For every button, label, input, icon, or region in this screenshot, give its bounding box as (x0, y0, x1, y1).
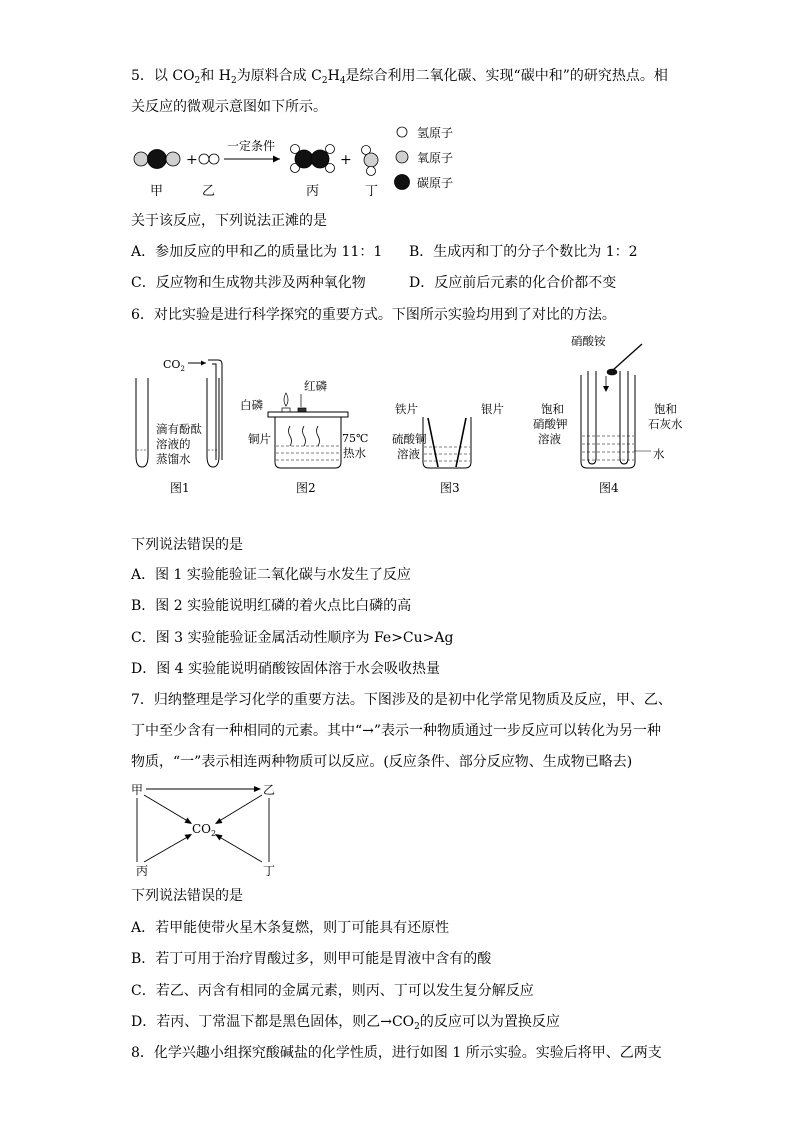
q5-reaction-diagram (130, 122, 470, 202)
label-yi: 乙 (202, 184, 216, 199)
edge-yi-co2-head (215, 818, 223, 824)
node-yi: 乙 (263, 783, 276, 797)
q5-option-d: D．反应前后元素的化合价都不变 (409, 275, 617, 291)
edge-bing-co2 (144, 835, 191, 862)
molecule-yi (199, 154, 219, 164)
edge-yi-co2 (216, 795, 262, 823)
fig1-label-3: 蒸馏水 (156, 452, 191, 466)
fig1-caption: 图1 (170, 481, 190, 495)
q6-option-b: B．图 2 实验能说明红磷的着火点比白磷的高 (131, 598, 412, 614)
fig4-water-label: 水 (653, 447, 665, 461)
molecule-jia (134, 150, 180, 169)
figure-1 (136, 358, 222, 495)
q6-option-a: A．图 1 实验能验证二氧化碳与水发生了反应 (131, 567, 411, 583)
fig1-co2-arrowhead (201, 361, 206, 366)
fig2-flame-icon (284, 393, 288, 406)
label-jia: 甲 (150, 184, 164, 199)
fig3-beaker (423, 417, 471, 468)
node-ding: 丁 (263, 864, 276, 878)
carbon-atom-icon (395, 175, 410, 190)
fig4-left-label-1: 饱和 (541, 402, 564, 416)
figure-4 (533, 334, 683, 495)
fig1-co2-label: $CO_2$ (163, 358, 185, 373)
legend-hydrogen: 氢原子 (417, 126, 454, 140)
q7-relation-diagram (128, 778, 288, 880)
oxygen-atom-icon (396, 151, 408, 163)
q7-option-c: C．若乙、丙含有相同的金属元素，则丙、丁可以发生复分解反应 (131, 983, 534, 999)
q6-option-c: C．图 3 实验能验证金属活动性顺序为 Fe>Cu>Ag (131, 630, 454, 646)
edge-bing-co2-head (185, 834, 193, 840)
legend-carbon: 碳原子 (417, 176, 454, 190)
q7-question: 下列说法错误的是 (131, 888, 243, 904)
edge-jia-yi-head (254, 786, 261, 792)
node-jia: 甲 (131, 783, 144, 797)
q5-option-b: B．生成丙和丁的分子个数比为 1：2 (409, 244, 638, 260)
fig3-iron-label: 铁片 (395, 402, 418, 416)
label-ding: 丁 (365, 184, 379, 199)
fig4-tube-left (588, 371, 596, 464)
fig1-gas-tube-inner (212, 364, 216, 460)
fig1-label-2: 溶液的 (156, 437, 191, 451)
q6-question: 下列说法错误的是 (131, 537, 243, 553)
fig4-right-label-1: 饱和 (654, 402, 677, 416)
fig4-tube-right (620, 371, 628, 464)
fig2-steam (289, 426, 320, 446)
fig1-gas-tube (208, 360, 222, 460)
reaction-arrowhead (273, 156, 280, 163)
fig1-test-tube-right (207, 378, 219, 467)
q7-stem-line1: 7．归纳整理是学习化学的重要方法。下图涉及的是初中化学常见物质及反应，甲、乙、 (131, 692, 672, 708)
fig4-ammonium-nitrate-label: 硝酸铵 (571, 334, 606, 348)
figure-2 (240, 379, 368, 495)
q5-stem-line1: 5．以 $CO_2$和 $H_2$为原料合成 $C_2H_4$是综合利用二氧化碳、实现“碳中和”的研究热点。相 (131, 68, 668, 86)
q5-option-c: C．反应物和生成物共涉及两种氧化物 (131, 275, 366, 291)
q5-stem-line2: 关反应的微观示意图如下所示。 (131, 99, 327, 115)
q7-option-b: B．若丁可用于治疗胃酸过多，则甲可能是胃液中含有的酸 (131, 951, 492, 967)
molecule-ding (362, 146, 379, 176)
edge-jia-co2 (144, 795, 191, 823)
fig3-iron-strip (428, 418, 438, 467)
q7-option-d: D．若丙、丁常温下都是黑色固体，则乙$\to CO_2$的反应可以为置换反应 (131, 1014, 560, 1032)
node-bing: 丙 (136, 864, 149, 878)
fig3-solution-label-2: 溶液 (397, 447, 420, 461)
fig2-copper-plate (268, 412, 348, 417)
fig2-red-phosphorus: 红磷 (304, 379, 327, 393)
q5-question: 关于该反应，下列说法正滩的是 (131, 213, 327, 229)
fig1-label-1: 滴有酚酞 (156, 422, 202, 436)
label-bing: 丙 (306, 184, 320, 199)
edge-ding-co2 (216, 835, 262, 862)
figure-3 (392, 402, 504, 495)
fig2-caption: 图2 (296, 481, 316, 495)
fig2-hot-water-label: 热水 (343, 446, 366, 460)
molecule-bing (291, 145, 335, 173)
fig4-left-label-3: 溶液 (538, 432, 561, 446)
legend-oxygen: 氧原子 (417, 151, 454, 165)
fig2-beaker (275, 417, 341, 468)
fig2-red-p-piece (298, 408, 306, 412)
node-co2: $CO_2$ (192, 822, 217, 838)
q6-experiment-figures (130, 330, 700, 498)
fig4-spoon-bowl (607, 369, 617, 375)
edge-jia-co2-head (185, 818, 193, 825)
fig3-solution-label-1: 硫酸铜 (392, 432, 427, 446)
fig4-drop-arrowhead (603, 386, 609, 392)
q7-stem-line3: 物质，“一”表示相连两种物质可以反应。(反应条件、部分反应物、生成物已略去) (131, 754, 633, 770)
fig4-left-label-2: 硝酸钾 (533, 417, 568, 431)
fig4-spoon-icon (613, 344, 642, 370)
fig2-temp-label: 75℃ (342, 432, 369, 445)
fig2-copper-label: 铜片 (248, 432, 271, 446)
arrow-label: 一定条件 (227, 139, 276, 153)
edge-ding-co2-head (215, 834, 223, 841)
q6-stem: 6．对比实验是进行科学探究的重要方式。下图所示实验均用到了对比的方法。 (131, 307, 616, 323)
fig2-white-phosphorus: 白磷 (240, 398, 263, 412)
hydrogen-atom-icon (397, 127, 407, 137)
fig3-silver-strip (456, 418, 466, 467)
q6-option-d: D．图 4 实验能说明硝酸铵固体溶于水会吸收热量 (131, 661, 441, 677)
plus-sign-2: + (340, 152, 352, 168)
q7-option-a: A．若甲能使带火星木条复燃，则丁可能具有还原性 (131, 920, 450, 936)
plus-sign-1: + (186, 152, 198, 168)
fig2-white-p-piece (282, 408, 290, 412)
fig1-test-tube-left (136, 378, 148, 467)
q5-option-a: A．参加反应的甲和乙的质量比为 11：1 (131, 244, 383, 260)
fig4-right-label-2: 石灰水 (648, 417, 683, 431)
fig4-caption: 图4 (599, 481, 619, 495)
diagram-legend (395, 126, 454, 190)
fig3-caption: 图3 (440, 481, 460, 495)
fig3-silver-label: 银片 (481, 402, 504, 416)
q8-stem-line1: 8．化学兴趣小组探究酸碱盐的化学性质，进行如图 1 所示实验。实验后将甲、乙两支 (131, 1045, 662, 1061)
q7-stem-line2: 丁中至少含有一种相同的元素。其中“→”表示一种物质通过一步反应可以转化为另一种 (131, 723, 662, 739)
